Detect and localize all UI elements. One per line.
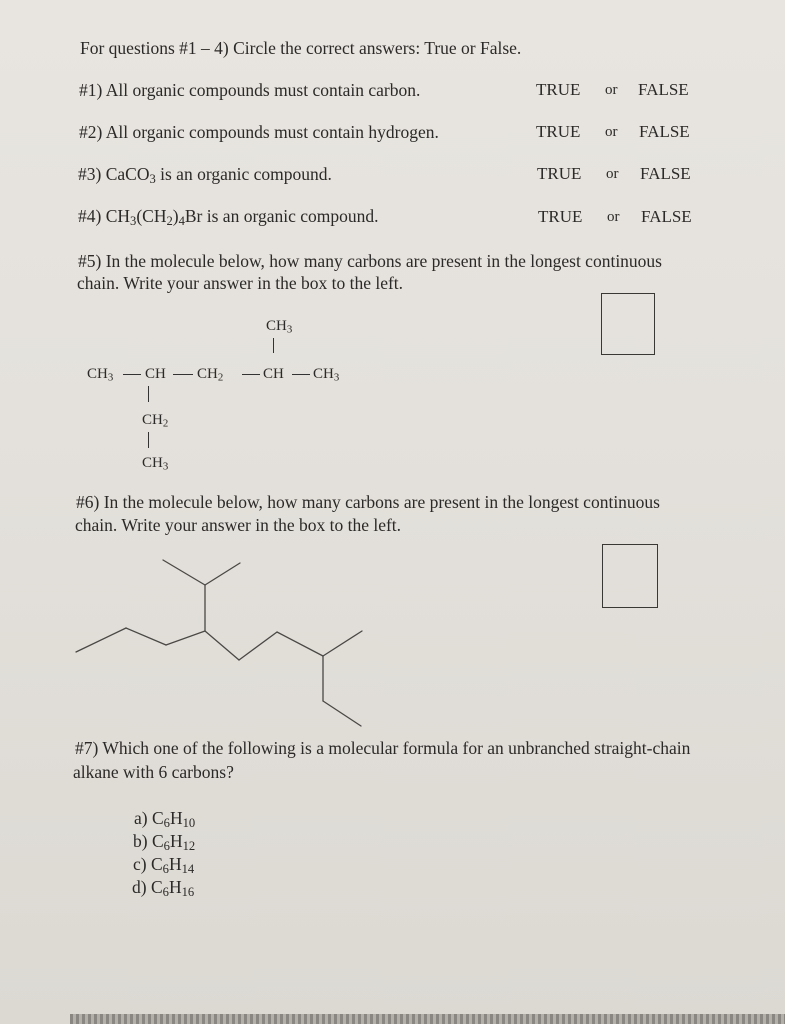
- q1-or: or: [605, 82, 618, 98]
- q2-or: or: [605, 124, 618, 140]
- q6-bond: [239, 632, 277, 660]
- q5-branch-ch3: $CH_3$: [142, 455, 169, 473]
- q6-bond: [126, 628, 166, 645]
- q3-true-option[interactable]: TRUE: [537, 164, 582, 183]
- q5-line1: #5) In the molecule below, how many carbons are present in the longest continuous: [78, 251, 662, 271]
- q3-false-option[interactable]: FALSE: [640, 164, 691, 183]
- q5-top-ch3: $CH_3$: [266, 318, 293, 336]
- q7-option-c[interactable]: c) $C_6H_{14}$: [133, 854, 195, 877]
- q3-text: #3) CaCO$_3$ is an organic compound.: [78, 164, 332, 187]
- q1-true-option[interactable]: TRUE: [536, 80, 581, 99]
- q6-bond: [323, 701, 361, 726]
- instructions-text: For questions #1 – 4) Circle the correct answers: True or False.: [80, 38, 522, 58]
- q1-false-option[interactable]: FALSE: [638, 80, 689, 99]
- page-bottom-edge: [70, 1014, 785, 1024]
- q4-or: or: [607, 209, 620, 225]
- q6-line2: chain. Write your answer in the box to the left.: [75, 515, 402, 535]
- q5-line2: chain. Write your answer in the box to the left.: [77, 273, 404, 293]
- q6-bond: [166, 631, 205, 645]
- q4-true-option[interactable]: TRUE: [538, 207, 583, 226]
- q7-line1: #7) Which one of the following is a molecular formula for an unbranched straight-chain: [75, 738, 691, 758]
- q6-bond: [277, 632, 323, 656]
- q5-branch-ch2: $CH_2$: [142, 412, 169, 430]
- q6-bond: [76, 628, 126, 652]
- q7-option-b[interactable]: b) $C_6H_{12}$: [133, 831, 196, 854]
- q6-bond: [163, 560, 205, 585]
- q2-true-option[interactable]: TRUE: [536, 122, 581, 141]
- q5-main-ch3-right: $CH_3$: [313, 366, 340, 384]
- q5-main-ch-right: CH: [263, 366, 284, 382]
- q5-main-ch3-left: $CH_3$: [87, 366, 114, 384]
- q6-bond: [205, 631, 239, 660]
- q3-or: or: [606, 166, 619, 182]
- q5-main-ch2: $CH_2$: [197, 366, 224, 384]
- q6-bond: [205, 563, 240, 585]
- q2-false-option[interactable]: FALSE: [639, 122, 690, 141]
- q4-text: #4) $CH_3(CH_2)_4Br$ is an organic compound.: [78, 206, 379, 229]
- q1-text: #1) All organic compounds must contain carbon.: [79, 80, 421, 100]
- q7-option-a[interactable]: a) $C_6H_{10}$: [134, 808, 196, 831]
- q7-option-d[interactable]: d) $C_6H_{16}$: [132, 877, 195, 900]
- q2-text: #2) All organic compounds must contain hydrogen.: [79, 122, 439, 142]
- q6-line1: #6) In the molecule below, how many carbons are present in the longest continuous: [76, 492, 660, 512]
- q6-bond: [323, 631, 362, 656]
- q7-line2: alkane with 6 carbons?: [73, 762, 234, 782]
- q5-main-ch: CH: [145, 366, 166, 382]
- q4-false-option[interactable]: FALSE: [641, 207, 692, 226]
